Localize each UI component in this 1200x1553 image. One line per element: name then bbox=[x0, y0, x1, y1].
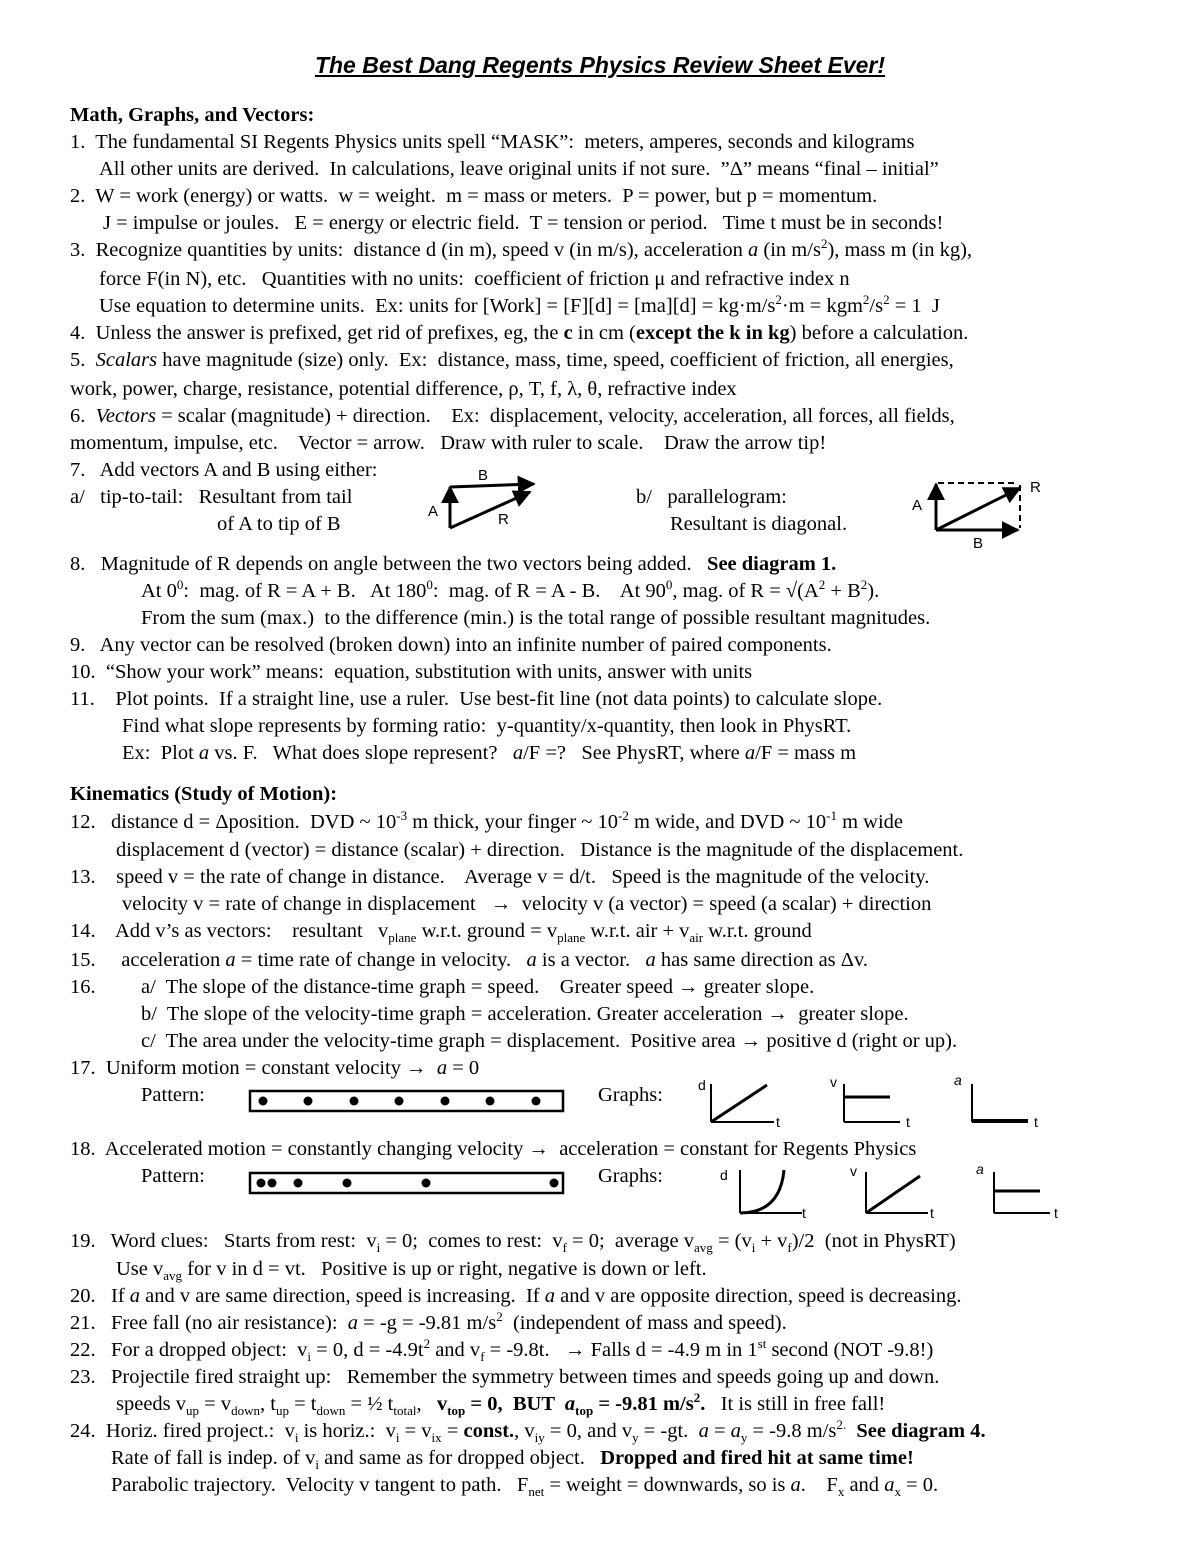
item-18: 18. Accelerated motion = constantly changing velocity → acceleration = constant for Regents Physics bbox=[70, 1138, 917, 1160]
label-r: R bbox=[1030, 479, 1041, 496]
item-3-line-3: Use equation to determine units. Ex: units for [Work] = $[F][d] = [ma][d] = kg\cdot m/s^2\cdot m = kgm^2/s^2 = 1$ J bbox=[99, 292, 940, 317]
dot bbox=[343, 1179, 352, 1188]
item-7b-line-2: Resultant is diagonal. bbox=[670, 513, 848, 535]
item-1-line-2: All other units are derived. In calculations, leave original units if not sure. ”Δ” means “final – initial” bbox=[99, 158, 939, 180]
item-16-number: 16. bbox=[70, 976, 96, 998]
item-19-line-1: 19. Word clues: Starts from rest: $v_i = 0$; comes to rest: $v_f = 0$; average $v_{avg} = (v_i + v_f)/2$ (not in PhysRT) bbox=[70, 1230, 956, 1256]
item-2-line-1: 2. W = work (energy) or watts. w = weight. m = mass or meters. P = power, but p = momentum. bbox=[70, 185, 878, 207]
item-23-line-2: speeds $v_{up} = v_{down}$, $t_{up} = t_{down}$ = ½ $t_{total}$, $v_{top} = 0$, BUT $a_{top} = -9.81$ $m/s^2$. It is still in free fall! bbox=[116, 1390, 886, 1419]
item-4: 4. Unless the answer is prefixed, get rid of prefixes, eg, the c in cm (except the k in kg) before a calculation. bbox=[70, 322, 969, 344]
item-20: 20. If a and v are same direction, speed is increasing. If a and v are opposite direction, speed is decreasing. bbox=[70, 1285, 962, 1307]
svg-text:d: d bbox=[698, 1077, 706, 1093]
dot bbox=[395, 1097, 404, 1106]
dot bbox=[268, 1179, 277, 1188]
accel-graphs-label: Graphs: bbox=[598, 1165, 663, 1187]
tip-to-tail-diagram bbox=[420, 462, 550, 542]
graph-a-vs-t bbox=[954, 1072, 1038, 1130]
graph-a-vs-t bbox=[976, 1161, 1058, 1221]
item-8-line-1: 8. Magnitude of R depends on angle between the two vectors being added. See diagram 1. bbox=[70, 553, 837, 575]
item-21: 21. Free fall (no air resistance): a = -g = -9.81 $m/s^2$ (independent of mass and speed). bbox=[70, 1309, 787, 1334]
item-7a-line-1: a/ tip-to-tail: Resultant from tail bbox=[70, 486, 353, 508]
item-16b: b/ The slope of the velocity-time graph = acceleration. Greater acceleration → greater slope. bbox=[141, 1003, 909, 1025]
item-17: 17. Uniform motion = constant velocity → a = 0 bbox=[70, 1057, 480, 1079]
item-5-line-1: 5. Scalars have magnitude (size) only. Ex: distance, mass, time, speed, coefficient of friction, all energies, bbox=[70, 349, 954, 371]
item-24-line-3: Parabolic trajectory. Velocity v tangent to path. $F_{net}$ = weight = downwards, so is a. $F_x$ and $a_x = 0$. bbox=[111, 1474, 939, 1500]
label-r: R bbox=[498, 511, 509, 528]
svg-text:a: a bbox=[954, 1072, 962, 1088]
dot bbox=[422, 1179, 431, 1188]
label-b: B bbox=[478, 467, 489, 484]
dot bbox=[486, 1097, 495, 1106]
uniform-pattern-label: Pattern: bbox=[141, 1084, 205, 1106]
item-1-line-1: 1. The fundamental SI Regents Physics units spell “MASK”: meters, amperes, seconds and kilograms bbox=[70, 131, 915, 153]
item-13-line-1: 13. speed v = the rate of change in distance. Average v = d/t. Speed is the magnitude of the velocity. bbox=[70, 866, 930, 888]
vector-b-arrow bbox=[450, 484, 534, 487]
dot bbox=[304, 1097, 313, 1106]
item-9: 9. Any vector can be resolved (broken down) into an infinite number of paired components. bbox=[70, 634, 832, 656]
item-12-line-2: displacement d (vector) = distance (scalar) + direction. Distance is the magnitude of the displacement. bbox=[116, 839, 964, 861]
dot bbox=[532, 1097, 541, 1106]
item-6-line-2: momentum, impulse, etc. Vector = arrow. Draw with ruler to scale. Draw the arrow tip! bbox=[70, 432, 827, 454]
item-6-line-1: 6. Vectors = scalar (magnitude) + direction. Ex: displacement, velocity, acceleration, all forces, all fields, bbox=[70, 405, 955, 427]
item-16a: a/ The slope of the distance-time graph = speed. Greater speed → greater slope. bbox=[141, 976, 815, 998]
item-11-line-3: Ex: Plot a vs. F. What does slope represent? a/F =? See PhysRT, where a/F = mass m bbox=[122, 742, 857, 764]
item-16c: c/ The area under the velocity-time graph = displacement. Positive area → positive d (right or up). bbox=[141, 1030, 958, 1052]
dot bbox=[350, 1097, 359, 1106]
item-7a-line-2: of A to tip of B bbox=[217, 513, 341, 535]
graph-d-vs-t bbox=[720, 1167, 806, 1221]
accelerated-motion-graphs bbox=[710, 1158, 1070, 1224]
item-23-line-1: 23. Projectile fired straight up: Remember the symmetry between times and speeds going up and down. bbox=[70, 1366, 940, 1388]
item-24-line-1: 24. Horiz. fired project.: $v_i$ is horiz.: $v_i = v_{ix}$ = const., $v_{iy} = 0$, and $v_y = -gt$. $a = a_y = -9.8$ $m/s^{2.}$ See diagram 4. bbox=[70, 1417, 986, 1446]
svg-text:t: t bbox=[802, 1205, 806, 1221]
parallelogram-diagram bbox=[906, 476, 1056, 554]
item-15: 15. acceleration a = time rate of change in velocity. a is a vector. a has same direction as Δv. bbox=[70, 949, 869, 971]
resultant-arrow bbox=[450, 492, 530, 528]
item-3-line-1: 3. Recognize quantities by units: distance d (in m), speed v (in m/s), acceleration a (in $m/s^2$), mass m (in kg), bbox=[70, 236, 973, 261]
resultant-arrow bbox=[936, 488, 1020, 530]
item-11-line-2: Find what slope represents by forming ratio: y-quantity/x-quantity, then look in PhysRT. bbox=[122, 715, 852, 737]
svg-text:d: d bbox=[720, 1167, 728, 1183]
page-title: The Best Dang Regents Physics Review Sheet Ever! bbox=[314, 52, 886, 78]
item-12-line-1: 12. distance d = Δposition. DVD ~ $10^{-3}$ m thick, your finger ~ $10^{-2}$ m wide, and DVD ~ $10^{-1}$ m wide bbox=[70, 808, 904, 833]
item-13-line-2: velocity v = rate of change in displacement → velocity v (a vector) = speed (a scalar) + direction bbox=[122, 893, 932, 915]
label-a: A bbox=[428, 503, 439, 520]
dot bbox=[294, 1179, 303, 1188]
label-a: A bbox=[912, 497, 923, 514]
item-10: 10. “Show your work” means: equation, substitution with units, answer with units bbox=[70, 661, 753, 683]
dot bbox=[257, 1179, 266, 1188]
svg-text:t: t bbox=[1054, 1205, 1058, 1221]
item-24-line-2: Rate of fall is indep. of $v_i$ and same as for dropped object. Dropped and fired hit at same time! bbox=[111, 1447, 914, 1473]
item-14: 14. Add v’s as vectors: resultant $v_{plane}$ w.r.t. ground = $v_{plane}$ w.r.t. air + $v_{air}$ w.r.t. ground bbox=[70, 920, 812, 946]
uniform-motion-graphs bbox=[690, 1070, 1050, 1132]
svg-text:t: t bbox=[776, 1114, 780, 1130]
svg-text:t: t bbox=[906, 1114, 910, 1130]
section-heading-kinematics: Kinematics (Study of Motion): bbox=[70, 783, 338, 805]
item-3-line-2: force F(in N), etc. Quantities with no units: coefficient of friction μ and refractive index n bbox=[99, 268, 850, 290]
label-b: B bbox=[973, 535, 984, 552]
dot bbox=[550, 1179, 559, 1188]
item-8-line-3: From the sum (max.) to the difference (min.) is the total range of possible resultant magnitudes. bbox=[141, 607, 931, 629]
graph-d-vs-t bbox=[698, 1077, 780, 1130]
svg-text:v: v bbox=[850, 1163, 857, 1179]
uniform-motion-pattern bbox=[248, 1088, 566, 1116]
accel-pattern-label: Pattern: bbox=[141, 1165, 205, 1187]
item-2-line-2: J = impulse or joules. E = energy or electric field. T = tension or period. Time t must be in seconds! bbox=[103, 212, 944, 234]
graph-v-vs-t bbox=[830, 1074, 910, 1130]
item-19-line-2: Use $v_{avg}$ for v in d = vt. Positive is up or right, negative is down or left. bbox=[116, 1258, 707, 1284]
item-7b-line-1: b/ parallelogram: bbox=[636, 486, 787, 508]
dot bbox=[259, 1097, 268, 1106]
item-7: 7. Add vectors A and B using either: bbox=[70, 459, 378, 481]
item-5-line-2: work, power, charge, resistance, potential difference, ρ, T, f, λ, θ, refractive index bbox=[70, 378, 737, 400]
dot bbox=[441, 1097, 450, 1106]
item-22: 22. For a dropped object: $v_i = 0$, $d = -4.9t^2$ and $v_f = -9.8t$. → Falls d = -4.9 m in 1st second (NOT -9.8!) bbox=[70, 1336, 934, 1365]
item-8-line-2: At $0^0$: mag. of R = A + B. At $180^0$: mag. of R = A - B. At $90^0$, mag. of $R = √(A^2 + B^2)$. bbox=[141, 577, 880, 602]
item-11-line-1: 11. Plot points. If a straight line, use a ruler. Use best-fit line (not data points) to calculate slope. bbox=[70, 688, 883, 710]
accelerated-motion-pattern bbox=[248, 1170, 566, 1198]
graph-v-vs-t bbox=[850, 1163, 934, 1221]
svg-text:a: a bbox=[976, 1161, 984, 1177]
svg-text:v: v bbox=[830, 1074, 837, 1090]
section-heading-math: Math, Graphs, and Vectors: bbox=[70, 104, 315, 126]
svg-text:t: t bbox=[1034, 1114, 1038, 1130]
svg-text:t: t bbox=[930, 1205, 934, 1221]
uniform-graphs-label: Graphs: bbox=[598, 1084, 663, 1106]
